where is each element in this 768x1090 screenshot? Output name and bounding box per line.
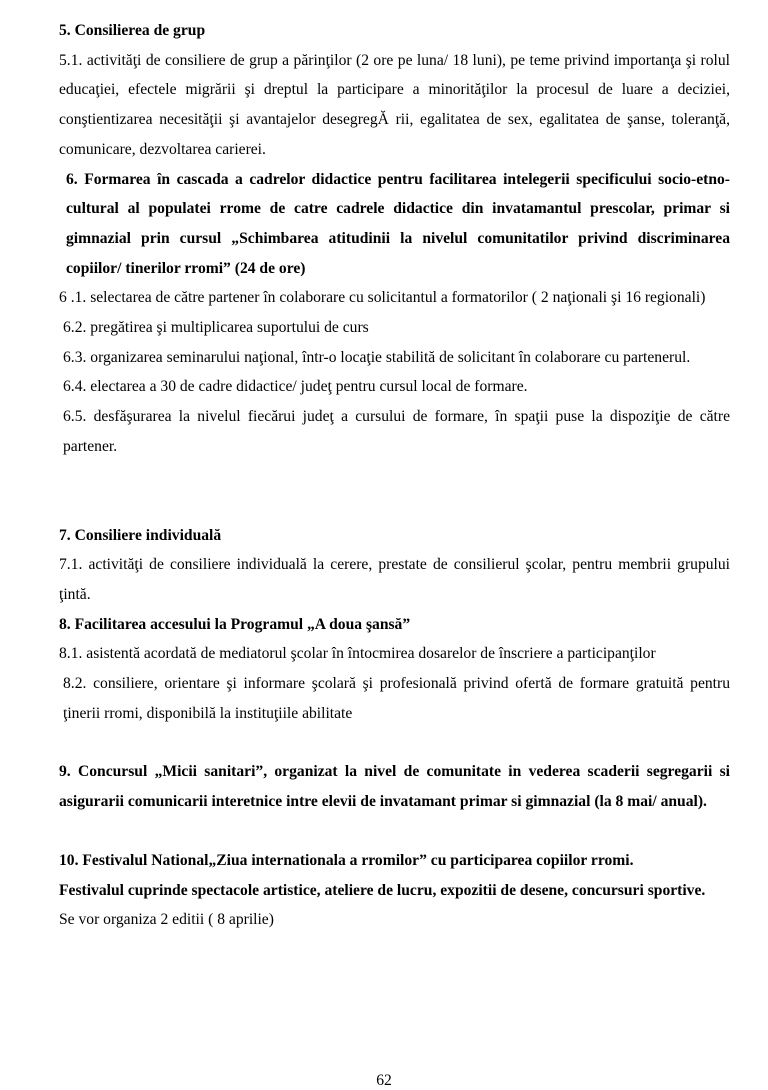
section-10-note: Se vor organiza 2 editii ( 8 aprilie): [59, 911, 274, 929]
document-page: [59, 16, 730, 935]
section-6-5-text: 6.5. desfăşurarea la nivelul fiecărui judeţ a cursului de formare, în spaţii puse la dispoziţie de către partener.: [63, 408, 730, 455]
section-8-1-text: 8.1. asistentă acordată de mediatorul şcolar în întocmirea dosarelor de înscriere a participanţilor: [59, 645, 656, 663]
section-6-1-text: 6 .1. selectarea de către partener în colaborare cu solicitantul a formatorilor ( 2 naţionali şi 16 regionali): [59, 289, 706, 307]
section-6-heading: 6. Formarea în cascada a cadrelor didactice pentru facilitarea intelegerii specificului socio-etno-cultural al populatei rrome de catre cadrele didactice din invatamantul prescolar, primar si gimnazial prin cursul „Schimbarea atitudinii la nivelul comunitatilor privind discriminarea copiilor/ tinerilor rromi” (24 de ore): [66, 170, 730, 277]
section-7-1-text: 7.1. activităţi de consiliere individuală la cerere, prestate de consilierul şcolar, pentru membrii grupului ţintă.: [59, 556, 730, 603]
section-6-2-text: 6.2. pregătirea şi multiplicarea suportului de curs: [63, 319, 369, 337]
section-8-2-text: 8.2. consiliere, orientare şi informare şcolară şi profesională privind ofertă de formare gratuită pentru ţinerii rromi, disponibilă la instituţiile abilitate: [63, 675, 730, 722]
page-number: 62: [376, 1072, 392, 1089]
section-10-description: Festivalul cuprinde spectacole artistice, ateliere de lucru, expozitii de desene, concursuri sportive.: [59, 881, 706, 899]
spacer: [59, 728, 730, 757]
section-7-heading: 7. Consiliere individuală: [59, 526, 222, 544]
section-8-heading: 8. Facilitarea accesului la Programul „A doua şansă”: [59, 615, 411, 633]
spacer: [59, 462, 730, 521]
section-5-heading: 5. Consilierea de grup: [59, 22, 206, 39]
spacer: [59, 817, 730, 846]
section-9-heading: 9. Concursul „Micii sanitari”, organizat la nivel de comunitate in vederea scaderii segregarii si asigurarii comunicarii interetnice intre elevii de invatamant primar si gimnazial (la 8 mai/ anual).: [59, 763, 730, 811]
section-10-heading: 10. Festivalul National„Ziua internationala a rromilor” cu participarea copiilor rromi.: [59, 851, 634, 869]
section-6-4-text: 6.4. electarea a 30 de cadre didactice/ judeţ pentru cursul local de formare.: [63, 378, 528, 396]
section-6-3-text: 6.3. organizarea seminarului naţional, într-o locaţie stabilită de solicitant în colaborare cu partenerul.: [63, 348, 691, 366]
section-5-1-text: 5.1. activităţi de consiliere de grup a părinţilor (2 ore pe luna/ 18 luni), pe teme privind importanţa şi rolul educaţiei, efectele migrării şi dreptul la participare a minorităţilor la procesul de luare a deciziei, conştientizarea necesităţii şi avantajelor desegregĂ rii, egalitatea de sex, egalitatea de şanse, toleranţă, comunicare, dezvoltarea carierei.: [59, 51, 730, 158]
